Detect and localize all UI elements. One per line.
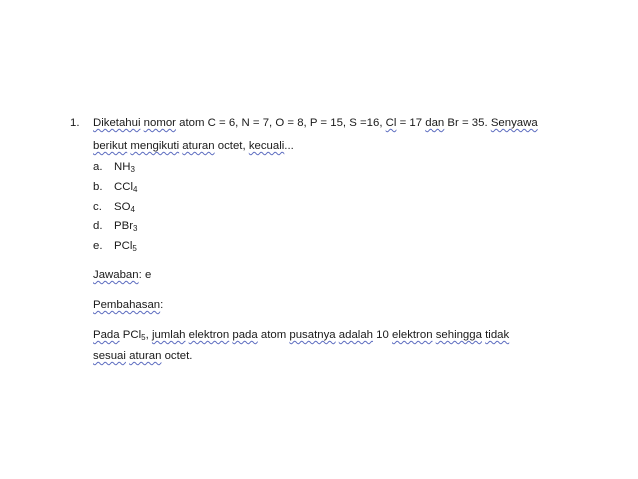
answer-line bbox=[93, 268, 151, 282]
option-formula: PBr bbox=[114, 220, 133, 232]
question-number: 1. bbox=[70, 117, 80, 129]
formula-pcl: PCl bbox=[119, 329, 142, 341]
word-jumlah: jumlah bbox=[151, 329, 186, 341]
word-cl: Cl bbox=[385, 117, 397, 129]
word-sehingga: sehingga bbox=[435, 329, 482, 341]
option-formula: PCl bbox=[114, 240, 133, 252]
option-subscript: 3 bbox=[133, 224, 138, 233]
question-cl-value: = 17 bbox=[396, 117, 426, 129]
word-mengikuti: mengikuti bbox=[130, 140, 180, 152]
option-formula: SO bbox=[114, 201, 131, 213]
option-c bbox=[93, 200, 135, 214]
option-letter: c. bbox=[93, 201, 102, 213]
discussion-label: Pembahasan bbox=[93, 299, 161, 311]
word-berikut: berikut bbox=[93, 140, 128, 152]
option-b bbox=[93, 180, 137, 194]
option-formula: NH bbox=[114, 161, 131, 173]
number-ten: 10 bbox=[373, 329, 392, 341]
word-kecuali: kecuali bbox=[248, 140, 285, 152]
option-letter: a. bbox=[93, 161, 103, 173]
word-nomor: nomor bbox=[143, 117, 176, 129]
question-br-value: Br = 35. bbox=[444, 117, 491, 129]
formula-subscript: 5 bbox=[141, 333, 146, 342]
discussion-text-line-1 bbox=[93, 328, 509, 342]
comma: , bbox=[145, 329, 152, 341]
word-pada: pada bbox=[232, 329, 258, 341]
word-aturan: aturan bbox=[129, 350, 162, 362]
word-dan: dan bbox=[425, 117, 445, 129]
option-subscript: 5 bbox=[132, 244, 137, 253]
question-text-line-1 bbox=[93, 116, 538, 130]
option-letter: e. bbox=[93, 240, 103, 252]
discussion-text-line-2 bbox=[93, 349, 192, 363]
option-subscript: 4 bbox=[130, 205, 135, 214]
question-atomic-numbers: atom C = 6, N = 7, O = 8, P = 15, S =16, bbox=[175, 117, 386, 129]
question-text-line-2 bbox=[93, 139, 294, 153]
option-e bbox=[93, 239, 137, 253]
answer-value: : e bbox=[138, 269, 152, 281]
word-tidak: tidak bbox=[485, 329, 510, 341]
word-octet: octet. bbox=[161, 350, 193, 362]
word-pada: Pada bbox=[93, 329, 120, 341]
word-sesuai: sesuai bbox=[93, 350, 126, 362]
word-diketahui: Diketahui bbox=[93, 117, 141, 129]
word-elektron: elektron bbox=[188, 329, 230, 341]
answer-label: Jawaban bbox=[93, 269, 139, 281]
option-subscript: 3 bbox=[130, 165, 135, 174]
option-a bbox=[93, 160, 135, 174]
discussion-colon: : bbox=[160, 299, 164, 311]
word-senyawa: Senyawa bbox=[490, 117, 538, 129]
word-atom: atom bbox=[257, 329, 290, 341]
option-letter: d. bbox=[93, 220, 103, 232]
word-octet: octet, bbox=[214, 140, 249, 152]
discussion-heading bbox=[93, 298, 163, 312]
option-letter: b. bbox=[93, 181, 103, 193]
option-subscript: 4 bbox=[132, 185, 138, 194]
word-adalah: adalah bbox=[338, 329, 373, 341]
ellipsis: ... bbox=[284, 140, 294, 152]
word-aturan: aturan bbox=[182, 140, 215, 152]
option-formula: CCl bbox=[114, 181, 133, 193]
word-pusatnya: pusatnya bbox=[289, 329, 336, 341]
word-elektron: elektron bbox=[392, 329, 433, 341]
option-d bbox=[93, 219, 137, 233]
